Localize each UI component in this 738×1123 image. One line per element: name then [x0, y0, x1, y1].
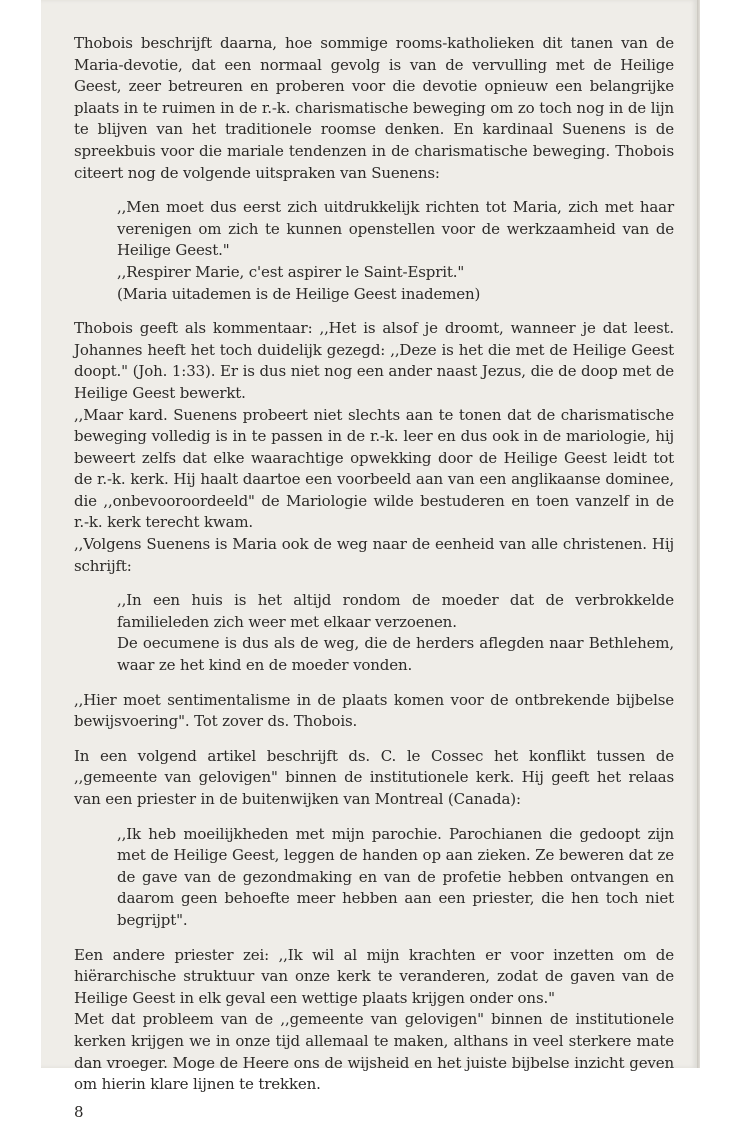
- paragraph-1: Thobois beschrijft daarna, hoe sommige rooms-katholieken dit tanen van de Maria-devotie, dat een normaal gevolg is van de vervulling met de Heilige Geest, zeer betreuren en proberen voor die devotie opnieuw een belangrijke plaats in te ruimen in de r.-k. charismatische beweging om zo toch nog in de lijn te blijven van het traditionele roomse denken. En kardinaal Suenens is de spreekbuis voor die mariale tendenzen in de charismatische beweging. Thobois citeert nog de volgende uitspraken van Suenens:: [74, 34, 674, 182]
- quote-1: ,,Men moet dus eerst zich uitdrukkelijk richten tot Maria, zich met haar verenigen om zich te kunnen openstellen voor de werkzaamheid van de Heilige Geest.": [117, 198, 674, 260]
- paragraph-5: ,,Hier moet sentimentalisme in de plaats komen voor de ontbrekende bijbelse bewijsvoering". Tot zover ds. Thobois.: [74, 690, 674, 731]
- paragraph-2: Thobois geeft als kommentaar: ,,Het is alsof je droomt, wanneer je dat leest. Johannes heeft het toch duidelijk gezegd: ,,Deze is het die met de Heilige Geest doopt." (Joh. 1:33). Er is dus niet nog een ander naast Jezus, die de doop met de Heilige Geest bewerkt.: [74, 319, 674, 402]
- paragraph-8: Met dat probleem van de ,,gemeente van gelovigen" binnen de institutionele kerken krijgen we in onze tijd allemaal te maken, althans in veel sterkere mate dan vroeger. Moge de Heere ons de wijsheid en het juiste bijbelse inzicht geven om hierin klare lijnen te trekken.: [74, 1010, 674, 1094]
- quote-2: ,,Respirer Marie, c'est aspirer le Saint-Esprit.": [117, 262, 465, 281]
- paragraph-6: In een volgend artikel beschrijft ds. C. le Cossec het konflikt tussen de ,,gemeente van gelovigen" binnen de institutionele kerk. Hij geeft het relaas van een priester in de buitenwijken van Montreal (Canada):: [74, 746, 674, 808]
- page-edge: [697, 0, 700, 1068]
- quote-6: ,,Ik heb moeilijkheden met mijn parochie. Parochianen die gedoopt zijn met de Heilige Geest, leggen de handen op aan zieken. Ze beweren dat ze de gave van de gezondmaking en van de profetie hebben ontvangen en daarom geen behoefte meer hebben aan een priester, die hen toch niet begrijpt".: [117, 824, 674, 929]
- paragraph-3: ,,Maar kard. Suenens probeert niet slechts aan te tonen dat de charismatische beweging volledig is in te passen in de r.-k. leer en dus ook in de mariologie, hij beweert zelfs dat elke waarachtige opwekking door de Heilige Geest leidt tot de r.-k. kerk. Hij haalt daartoe een voorbeeld aan van een anglikaanse dominee, die ,,onbevooroordeeld" de Mariologie wilde bestuderen en toen vanzelf in de r.-k. kerk terecht kwam.: [74, 405, 674, 532]
- quote-3: (Maria uitademen is de Heilige Geest inademen): [117, 284, 481, 303]
- body-text: [74, 33, 674, 1123]
- quote-5: De oecumene is dus als de weg, die de herders aflegden naar Bethlehem, waar ze het kind en de moeder vonden.: [117, 634, 674, 675]
- paragraph-4: ,,Volgens Suenens is Maria ook de weg naar de eenheid van alle christenen. Hij schrijft:: [74, 535, 674, 575]
- paragraph-7: Een andere priester zei: ,,Ik wil al mijn krachten er voor inzetten om de hiërarchische struktuur van onze kerk te veranderen, zodat de gaven van de Heilige Geest in elk geval een wettige plaats krijgen onder ons.": [74, 945, 674, 1007]
- page-number: 8: [74, 1102, 84, 1121]
- quote-4: ,,In een huis is het altijd rondom de moeder dat de verbrokkelde familieleden zich weer met elkaar verzoenen.: [117, 591, 674, 631]
